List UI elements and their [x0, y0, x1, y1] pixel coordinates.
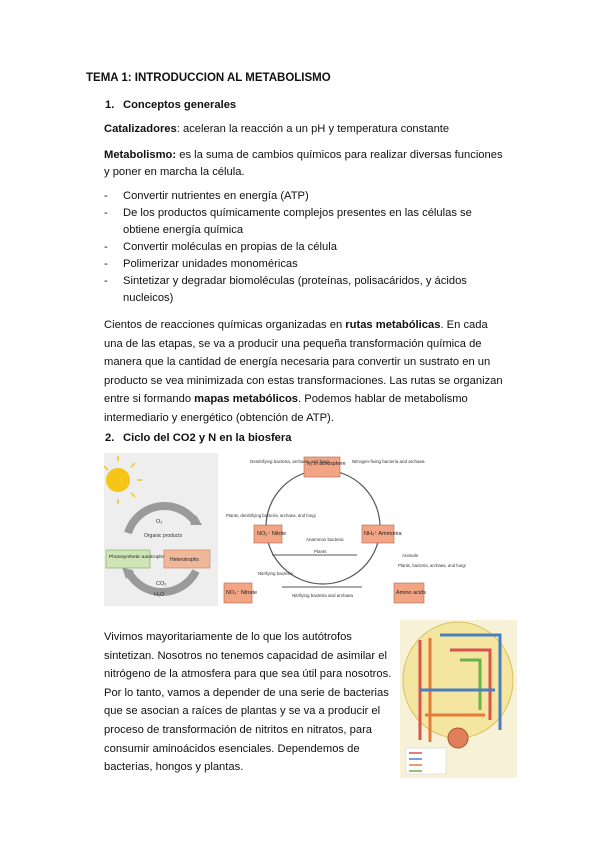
text-run: Cientos de reacciones químicas organizadas en	[104, 319, 346, 331]
ammonia-label: NH₄⁺ Ammonia	[364, 531, 402, 537]
vivimos-paragraph: Vivimos mayoritariamente de lo que los autótrofos sintetizan. Nosotros no tenemos capacidad de asimilar el nitrógeno de la atmosfera para que sea útil para nosotros. Por lo tanto, vamos a depender de una serie de bacterias que se asocian a raíces de plantas y se va a producir el proceso de transformación de nitritos en nitratos, para consumir aminoácidos esenciales. Dependemos de bacterias, hongos y plantas.	[104, 631, 392, 774]
metabolic-map-figure	[400, 620, 517, 778]
h2o-label: H₂O	[154, 592, 165, 598]
amino-label: Amino acids	[396, 590, 426, 596]
section-number: 1.	[105, 99, 115, 111]
term: Catalizadores	[104, 123, 177, 135]
nitrogen-cycle-figure	[222, 455, 466, 607]
fixing-label: Nitrogen-fixing bacteria and archaea	[352, 459, 425, 464]
section-title: Conceptos generales	[123, 99, 237, 111]
rutas-paragraph	[104, 316, 509, 427]
n2-label: N₂ in atmosphere	[307, 461, 346, 467]
co2-label: CO₂	[156, 581, 167, 587]
autotrophs-label: Photosynthetic autotrophs	[109, 555, 165, 560]
list-item: - Convertir moléculas en propias de la célula	[104, 239, 504, 256]
nitrifying-label: Nitrifying bacteria	[258, 571, 293, 576]
denitrifying-label: Denitrifying bacteria, archaea, and fungi	[250, 459, 330, 464]
section-heading-2	[105, 430, 292, 447]
text-run: . Podemos hablar de metabolismo intermediario y energético (obtención de ATP).	[104, 393, 468, 424]
list-item: - Convertir nutrientes en energía (ATP)	[104, 188, 504, 205]
functions-list	[104, 188, 504, 307]
nitrifying2-label: Nitrifying bacteria and archaea	[292, 593, 354, 598]
section-number: 2.	[105, 432, 115, 444]
metabolismo-paragraph	[104, 147, 504, 181]
term: Metabolismo:	[104, 149, 177, 161]
heterotrophs-label: Heterotrophs	[170, 557, 199, 563]
catalizadores-paragraph	[104, 121, 524, 138]
list-item: - Sintetizar y degradar biomoléculas (proteínas, polisacáridos, y ácidos nucleicos)	[104, 273, 504, 307]
definition: : aceleran la reacción a un pH y temperatura constante	[176, 123, 450, 135]
organic-label: Organic products	[144, 533, 183, 539]
o2-label: O₂	[156, 519, 163, 525]
section-heading-1	[105, 97, 236, 114]
anammox-label: Anammox bacteria	[306, 537, 344, 542]
term-rutas: rutas metabólicas	[345, 319, 441, 331]
plants-mid-label: Plants	[314, 549, 327, 554]
plants-right-label: Plants, bacteria, archaea, and fungi	[398, 563, 466, 568]
term-mapas: mapas metabólicos	[194, 393, 299, 405]
list-item: - Polimerizar unidades monoméricas	[104, 256, 504, 273]
nitrite-label: NO₂⁻ Nitrite	[257, 531, 287, 537]
text-run: . En cada una de las etapas, se va a producir una pequeña transformación química de manera que la cantidad de energía necesaria para convertir un sustrato en un producto se vea minimizada con estas transformaciones. Las rutas se organizan entre si formando	[104, 319, 503, 405]
plants-left-label: Plants, denitrifying bacteria, archaea, and fungi	[226, 513, 316, 518]
animals-label: Animals	[402, 553, 419, 558]
definition: es la suma de cambios químicos para realizar diversas funciones y poner en marcha la célula.	[104, 149, 503, 178]
list-item: - De los productos químicamente complejos presentes en las células se obtiene energía química	[104, 205, 504, 239]
document-title: TEMA 1: INTRODUCCION AL METABOLISMO	[86, 72, 331, 84]
carbon-cycle-figure	[104, 453, 218, 606]
section-title: Ciclo del CO2 y N en la biosfera	[123, 432, 292, 444]
nitrate-label: NO₃⁻ Nitrate	[226, 590, 258, 596]
